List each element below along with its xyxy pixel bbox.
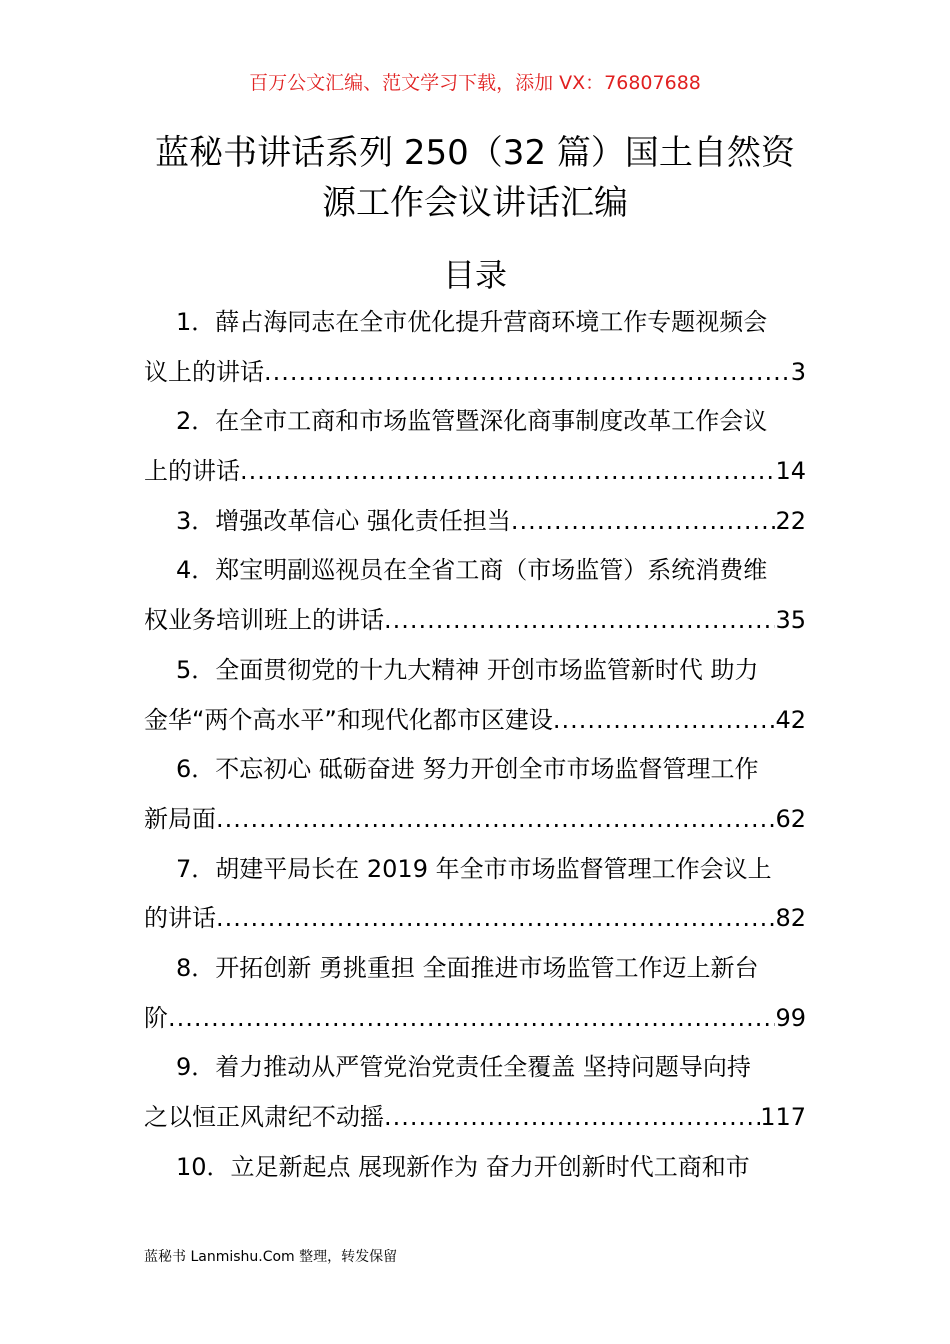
- toc-entry-text: 议上的讲话: [144, 357, 264, 386]
- toc-entry-9-line2[interactable]: [144, 1093, 806, 1143]
- leader-dots: [216, 795, 775, 845]
- toc-page-number: 14: [775, 457, 806, 486]
- toc-entry-3[interactable]: [144, 497, 806, 547]
- toc-entry-8-line1[interactable]: 8．开拓创新 勇挑重担 全面推进市场监管工作迈上新台: [176, 953, 759, 982]
- toc-entry-2-line1[interactable]: 2．在全市工商和市场监管暨深化商事制度改革工作会议: [176, 407, 768, 436]
- leader-dots: [553, 696, 776, 746]
- document-title: [100, 128, 850, 228]
- table-of-contents: [144, 298, 806, 1192]
- toc-page-number: 3: [790, 357, 806, 386]
- leader-dots: [384, 596, 775, 646]
- toc-entry-5-line1[interactable]: 5．全面贯彻党的十九大精神 开创市场监管新时代 助力: [176, 655, 759, 684]
- leader-dots: [511, 497, 776, 547]
- toc-page-number: 62: [775, 804, 806, 833]
- toc-page-number: 35: [775, 606, 806, 635]
- toc-entry-7-line2[interactable]: [144, 894, 806, 944]
- toc-entry-text: 阶: [144, 1003, 168, 1032]
- toc-entry-text: 新局面: [144, 804, 216, 833]
- footer-note: 蓝秘书 Lanmishu.Com 整理，转发保留: [144, 1249, 398, 1265]
- toc-page-number: 42: [775, 705, 806, 734]
- toc-page-number: 117: [760, 1103, 806, 1131]
- title-line-2: 源工作会议讲话汇编: [322, 183, 628, 223]
- download-banner: 百万公文汇编、范文学习下载，添加 VX：76807688: [249, 72, 701, 94]
- toc-entry-text: 3．增强改革信心 强化责任担当: [176, 506, 511, 535]
- toc-heading: 目录: [442, 256, 507, 294]
- toc-entry-8-line2[interactable]: [144, 994, 806, 1044]
- toc-entry-1-line1[interactable]: 1．薛占海同志在全市优化提升营商环境工作专题视频会: [176, 308, 768, 336]
- toc-entry-4-line1[interactable]: 4．郑宝明副巡视员在全省工商（市场监管）系统消费维: [176, 556, 768, 585]
- toc-entry-text: 之以恒正风肃纪不动摇: [144, 1103, 384, 1131]
- toc-entry-5-line2[interactable]: [144, 696, 806, 746]
- toc-entry-text: 的讲话: [144, 904, 216, 933]
- leader-dots: [216, 894, 775, 944]
- toc-entry-1-line2[interactable]: [144, 348, 806, 398]
- toc-entry-7-line1[interactable]: 7．胡建平局长在 2019 年全市市场监督管理工作会议上: [176, 854, 772, 883]
- leader-dots: [168, 994, 775, 1044]
- toc-entry-9-line1[interactable]: 9．着力推动从严管党治党责任全覆盖 坚持问题导向持: [176, 1053, 751, 1082]
- leader-dots: [384, 1093, 760, 1143]
- toc-page-number: 99: [775, 1003, 806, 1032]
- leader-dots: [240, 447, 775, 497]
- toc-entry-6-line1[interactable]: 6．不忘初心 砥砺奋进 努力开创全市市场监督管理工作: [176, 755, 759, 784]
- toc-entry-text: 权业务培训班上的讲话: [144, 606, 384, 635]
- toc-entry-10-line1[interactable]: 10．立足新起点 展现新作为 奋力开创新时代工商和市: [176, 1152, 750, 1181]
- toc-entry-6-line2[interactable]: [144, 795, 806, 845]
- toc-page-number: 22: [775, 506, 806, 535]
- toc-entry-4-line2[interactable]: [144, 596, 806, 646]
- toc-entry-text: 金华“两个高水平”和现代化都市区建设: [144, 705, 553, 734]
- toc-page-number: 82: [775, 904, 806, 933]
- toc-entry-2-line2[interactable]: [144, 447, 806, 497]
- toc-entry-text: 上的讲话: [144, 457, 240, 486]
- leader-dots: [264, 348, 791, 398]
- title-line-1: 蓝秘书讲话系列 250（32 篇）国土自然资: [155, 133, 795, 173]
